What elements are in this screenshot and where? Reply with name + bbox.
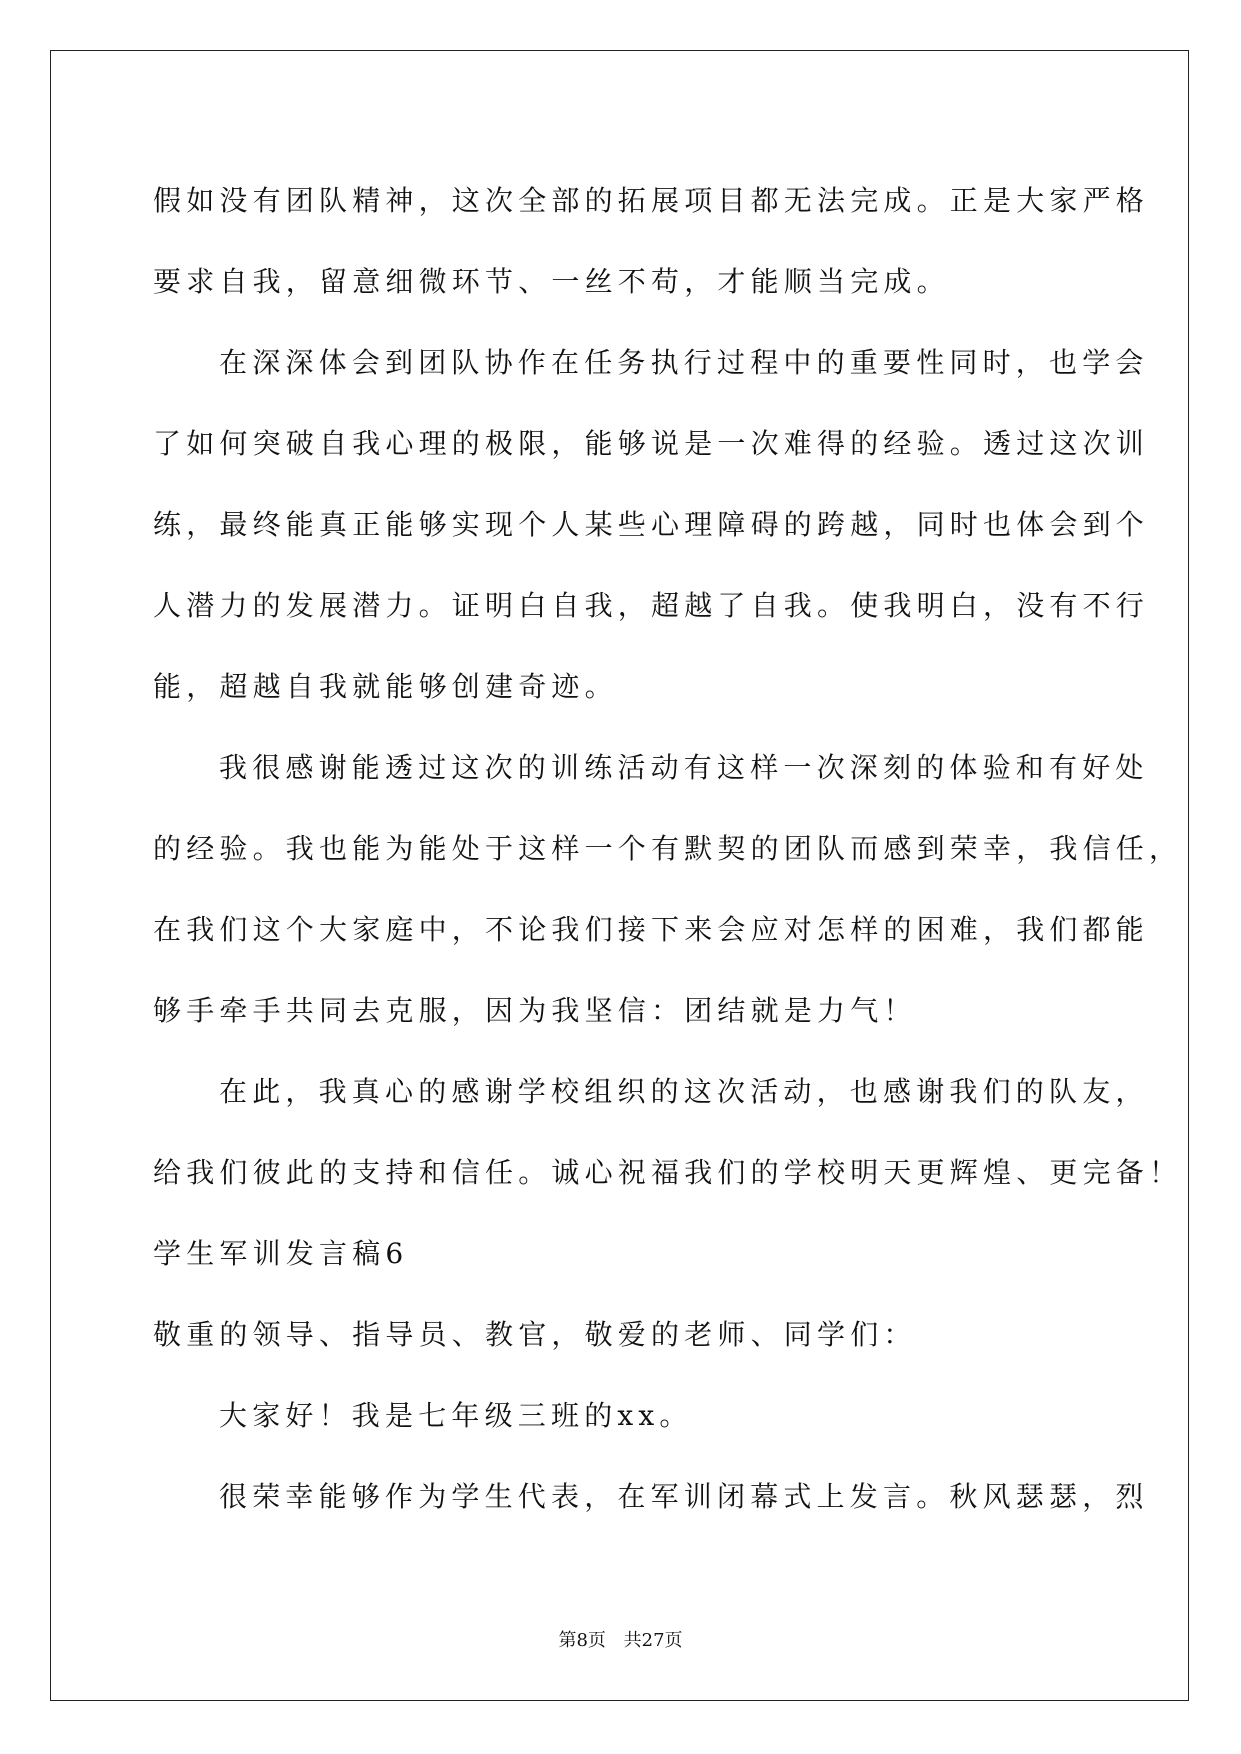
text-line: 假如没有团队精神，这次全部的拓展项目都无法完成。正是大家严格: [153, 184, 1150, 217]
text-line: 我很感谢能透过这次的训练活动有这样一次深刻的体验和有好处: [219, 751, 1149, 784]
text-line: 在深深体会到团队协作在任务执行过程中的重要性同时，也学会: [219, 346, 1149, 379]
section-heading: 学生军训发言稿6: [153, 1237, 409, 1270]
text-line: 在我们这个大家庭中，不论我们接下来会应对怎样的困难，我们都能: [153, 913, 1150, 946]
text-line: 给我们彼此的支持和信任。诚心祝福我们的学校明天更辉煌、更完备！: [153, 1156, 1183, 1189]
page-number: 第8页: [558, 1630, 606, 1651]
text-line: 很荣幸能够作为学生代表，在军训闭幕式上发言。秋风瑟瑟，烈: [219, 1480, 1149, 1513]
page-total: 共27页: [623, 1630, 683, 1651]
salutation: 敬重的领导、指导员、教官，敬爱的老师、同学们：: [153, 1318, 917, 1351]
text-line: 人潜力的发展潜力。证明白自我，超越了自我。使我明白，没有不行: [153, 589, 1150, 622]
text-line: 够手牵手共同去克服，因为我坚信：团结就是力气！: [153, 994, 917, 1027]
page-footer: [0, 1626, 1241, 1652]
text-line: 练，最终能真正能够实现个人某些心理障碍的跨越，同时也体会到个: [153, 508, 1150, 541]
text-line: 能，超越自我就能够创建奇迹。: [153, 670, 618, 703]
text-line: 在此，我真心的感谢学校组织的这次活动，也感谢我们的队友，: [219, 1075, 1149, 1108]
text-line: 了如何突破自我心理的极限，能够说是一次难得的经验。透过这次训: [153, 427, 1150, 460]
text-line: 大家好！我是七年级三班的xx。: [219, 1399, 693, 1432]
text-line: 的经验。我也能为能处于这样一个有默契的团队而感到荣幸，我信任，: [153, 832, 1183, 865]
document-body: [153, 160, 1183, 1537]
text-line: 要求自我，留意细微环节、一丝不苟，才能顺当完成。: [153, 265, 950, 298]
